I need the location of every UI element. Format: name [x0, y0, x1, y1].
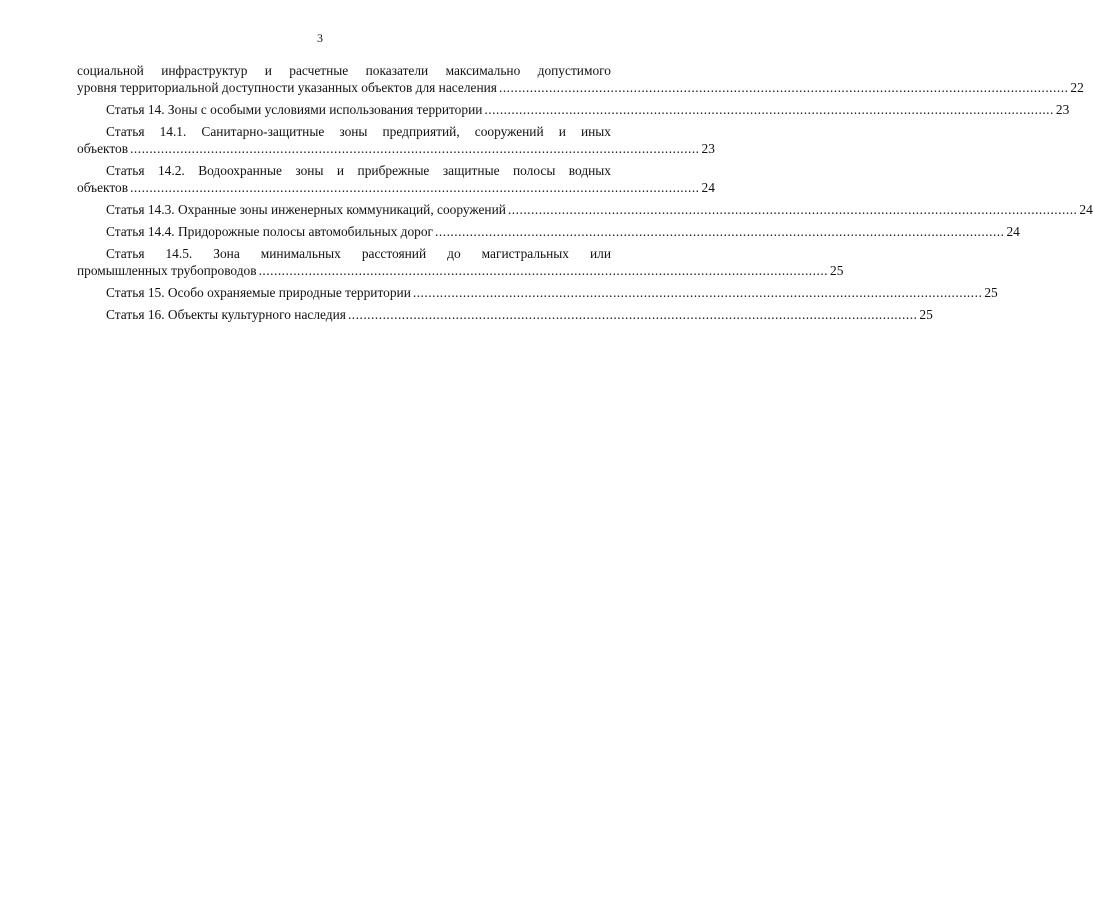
toc-entry-text: социальной инфраструктур и расчетные показатели максимально допустимого — [77, 63, 611, 78]
toc-entry[interactable] — [77, 284, 998, 301]
dot-leader: .................................................................................................................................................... — [507, 202, 1078, 217]
toc-entry-text: промышленных трубопроводов — [77, 263, 257, 278]
toc-entry[interactable] — [77, 201, 1093, 218]
toc-page-ref: 24 — [1006, 224, 1020, 239]
dot-leader: .................................................................................................................................................... — [412, 285, 983, 300]
toc-entry[interactable] — [77, 245, 844, 279]
toc-page-ref: 25 — [830, 263, 844, 278]
toc-entry-text: Статья 14.5. Зона минимальных расстояний до магистральных или — [106, 246, 611, 261]
toc-entry[interactable] — [77, 306, 933, 323]
dot-leader: .................................................................................................................................................... — [435, 224, 1005, 239]
toc-page-ref: 24 — [1079, 202, 1093, 217]
dot-leader: .................................................................................................................................................... — [498, 80, 1069, 95]
toc-page-ref: 23 — [701, 141, 715, 156]
toc-entry[interactable] — [77, 62, 1084, 96]
toc-entry-text: Статья 15. Особо охраняемые природные территории — [106, 285, 411, 300]
toc-entry-text: уровня территориальной доступности указанных объектов для населения — [77, 80, 497, 95]
toc-page-ref: 25 — [919, 307, 933, 322]
toc-page-ref: 22 — [1070, 80, 1084, 95]
toc-page-ref: 23 — [1055, 102, 1070, 117]
table-of-contents — [77, 62, 1093, 328]
dot-leader: .................................................................................................................................................... — [130, 141, 700, 156]
toc-entry[interactable] — [77, 223, 1020, 240]
toc-entry-text: Статья 16. Объекты культурного наследия — [106, 307, 346, 322]
toc-entry[interactable] — [77, 123, 715, 157]
toc-page-ref: 24 — [701, 180, 715, 195]
toc-entry-text: Статья 14.2. Водоохранные зоны и прибрежные защитные полосы водных — [106, 163, 611, 178]
toc-entry-text: объектов — [77, 141, 129, 156]
toc-entry-text: Статья 14.1. Санитарно-защитные зоны предприятий, сооружений и иных — [106, 124, 611, 139]
dot-leader: .................................................................................................................................................... — [484, 102, 1054, 117]
toc-entry-text: Статья 14.3. Охранные зоны инженерных коммуникаций, сооружений — [106, 202, 506, 217]
toc-entry[interactable] — [77, 101, 1070, 118]
page-number: 3 — [317, 31, 323, 45]
toc-entry-text: Статья 14.4. Придорожные полосы автомобильных дорог — [106, 224, 434, 239]
toc-entry[interactable] — [77, 162, 715, 196]
toc-page-ref: 25 — [984, 285, 998, 300]
dot-leader: .................................................................................................................................................... — [258, 263, 829, 278]
dot-leader: .................................................................................................................................................... — [130, 180, 700, 195]
toc-entry-text: объектов — [77, 180, 129, 195]
dot-leader: .................................................................................................................................................... — [347, 307, 918, 322]
toc-entry-text: Статья 14. Зоны с особыми условиями использования территории — [106, 102, 483, 117]
